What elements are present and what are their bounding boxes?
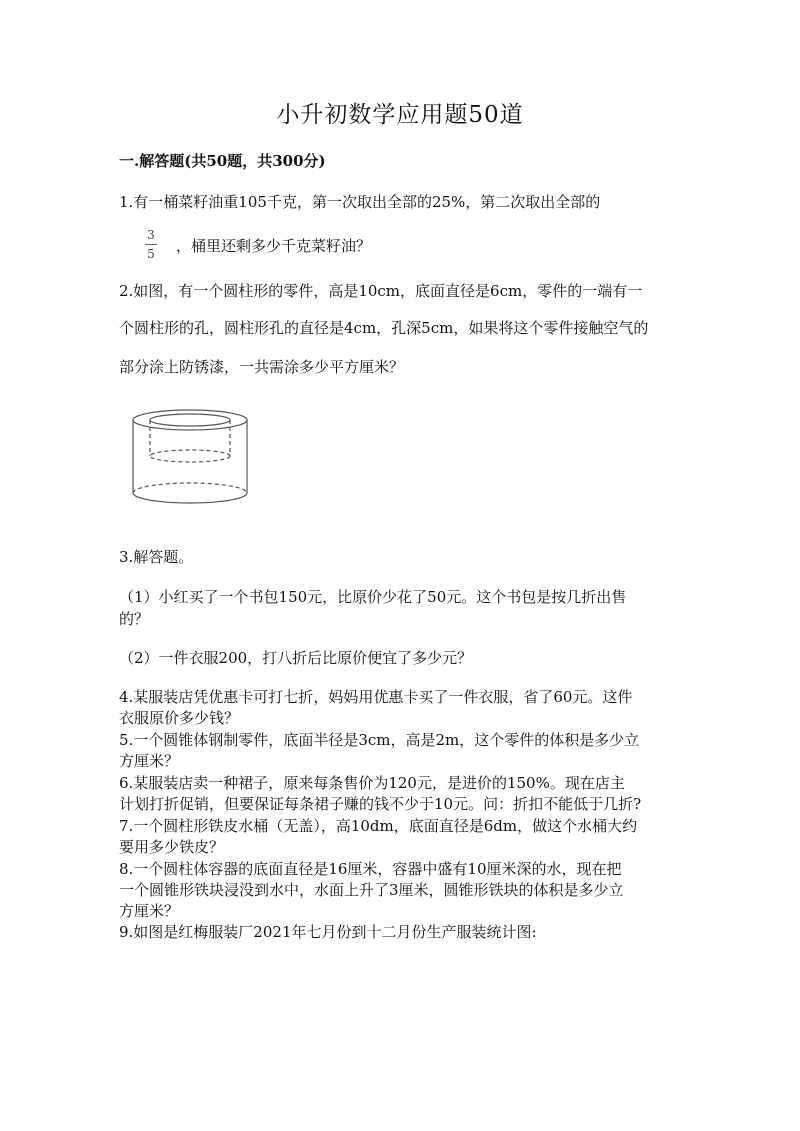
question-3-intro: 3.解答题。 bbox=[119, 548, 194, 566]
question-6-line-2: 计划打折促销，但要保证每条裙子赚的钱不少于10元。问：折扣不能低于几折? bbox=[119, 795, 642, 813]
question-3-sub2: （2）一件衣服200，打八折后比原价便宜了多少元？ bbox=[119, 649, 473, 667]
fraction-bar bbox=[145, 244, 157, 245]
outer-bottom-front-arc bbox=[133, 493, 247, 503]
fraction-three-fifths bbox=[141, 229, 161, 260]
hole-bottom-ellipse bbox=[150, 450, 230, 462]
question-5-line-1: 5.一个圆锥体钢制零件，底面半径是3cm，高是2m，这个零件的体积是多少立 bbox=[119, 731, 640, 749]
question-2-line-3: 部分涂上防锈漆，一共需涂多少平方厘米？ bbox=[119, 358, 405, 376]
cylinder-part-figure bbox=[128, 405, 254, 507]
page-title: 小升初数学应用题50道 bbox=[276, 102, 524, 128]
fraction-denominator: 5 bbox=[147, 247, 155, 261]
question-3-sub1-line-1: （1）小红买了一个书包150元，比原价少花了50元。这个书包是按几折出售 bbox=[119, 588, 627, 606]
question-2-line-1: 2.如图，有一个圆柱形的零件，高是10cm，底面直径是6cm，零件的一端有一 bbox=[119, 282, 643, 300]
question-5-line-2: 方厘米？ bbox=[119, 752, 180, 770]
question-4-line-2: 衣服原价多少钱？ bbox=[119, 709, 240, 727]
question-3-sub1-line-2: 的？ bbox=[119, 610, 150, 628]
question-8-line-2: 一个圆锥形铁块浸没到水中，水面上升了3厘米，圆锥形铁块的体积是多少立 bbox=[119, 881, 624, 899]
question-8-line-1: 8.一个圆柱体容器的底面直径是16厘米，容器中盛有10厘米深的水，现在把 bbox=[119, 860, 622, 878]
question-6-line-1: 6.某服装店卖一种裙子，原来每条售价为120元，是进价的150%。现在店主 bbox=[119, 774, 625, 792]
question-8-line-3: 方厘米？ bbox=[119, 902, 180, 920]
question-2-line-2: 个圆柱形的孔，圆柱形孔的直径是4cm，孔深5cm，如果将这个零件接触空气的 bbox=[119, 319, 649, 337]
question-7-line-2: 要用多少铁皮？ bbox=[119, 838, 225, 856]
hole-top-ellipse bbox=[150, 414, 230, 426]
section-heading: 一.解答题(共50题，共300分) bbox=[119, 152, 326, 170]
fraction-numerator: 3 bbox=[147, 228, 155, 242]
question-4-line-1: 4.某服装店凭优惠卡可打七折，妈妈用优惠卡买了一件衣服，省了60元。这件 bbox=[119, 688, 633, 706]
question-7-line-1: 7.一个圆柱形铁皮水桶（无盖），高10dm，底面直径是6dm，做这个水桶大约 bbox=[119, 817, 638, 835]
question-1-line-2: ，桶里还剩多少千克菜籽油？ bbox=[176, 237, 372, 255]
question-9-line-1: 9.如图是红梅服装厂2021年七月份到十二月份生产服装统计图: bbox=[119, 923, 537, 941]
question-1-line-1: 1.有一桶菜籽油重105千克，第一次取出全部的25%，第二次取出全部的 bbox=[119, 193, 601, 211]
outer-bottom-back-arc bbox=[133, 483, 247, 493]
